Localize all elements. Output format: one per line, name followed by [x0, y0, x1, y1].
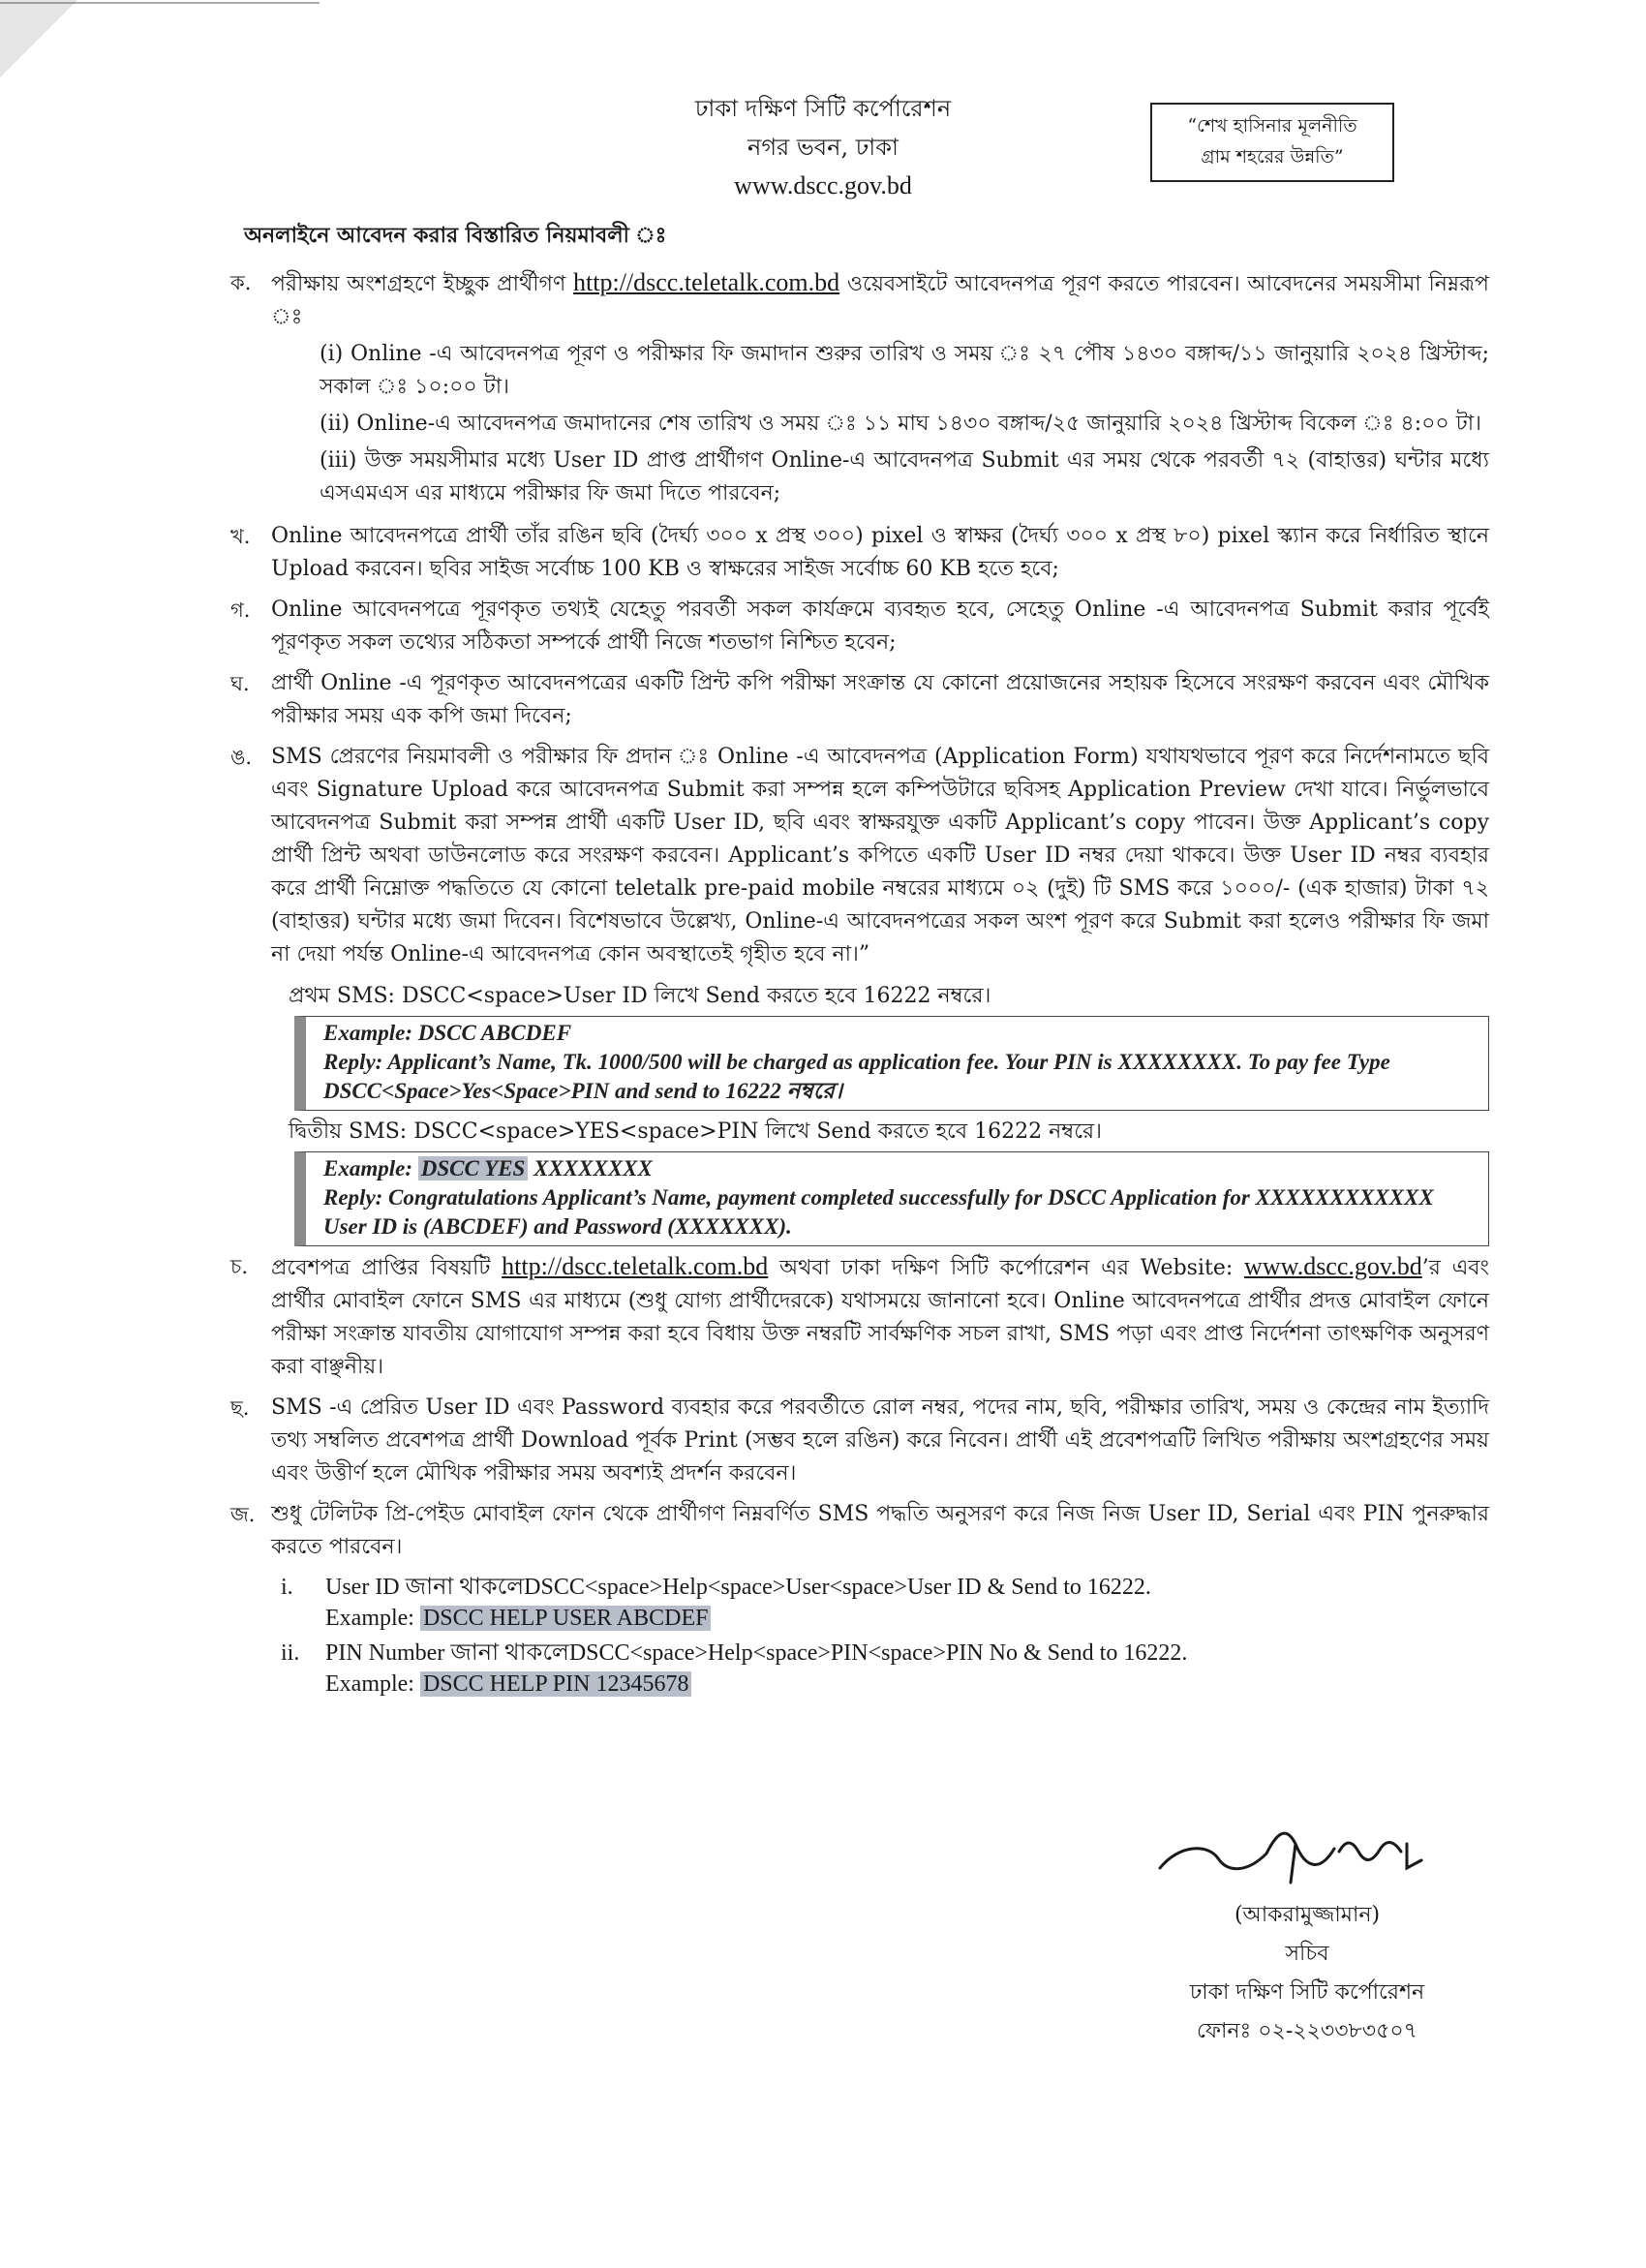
section-kha	[230, 520, 1489, 586]
letterhead	[0, 89, 1646, 205]
section-ja	[230, 1498, 1489, 1564]
recovery-example-label: Example:	[325, 1606, 414, 1631]
recovery-example-code: DSCC HELP USER ABCDEF	[420, 1606, 712, 1631]
first-sms-instruction: প্রথম SMS: DSCC<space>User ID লিখে Send করতে হবে 16222 নম্বরে।	[289, 984, 991, 1008]
example-2-reply: Reply: Congratulations Applicant’s Name, payment completed successfully for DSCC Application for XXXXXXXXXXXX User ID is (ABCDEF) and Password (XXXXXXX).	[323, 1185, 1434, 1239]
recovery-example-label: Example:	[325, 1671, 414, 1697]
teletalk-link[interactable]: http://dscc.teletalk.com.bd	[502, 1252, 769, 1280]
section-cha-pre: প্রবেশপত্র প্রাপ্তির বিষয়টি	[271, 1256, 491, 1280]
section-text: SMS -এ প্রেরিত User ID এবং Password ব্যবহার করে পরবর্তীতে রোল নম্বর, পদের নাম, ছবি, পরীক্ষার তারিখ, সময় ও কেন্দ্রের নাম ইত্যাদি তথ্য সম্বলিত প্রবেশপত্র প্রার্থী Download পূর্বক Print (সম্ভব হলে রঙিন) করে নিবেন। প্রার্থী এই প্রবেশপত্রটি লিখিত পরীক্ষায় অংশগ্রহণের সময় এবং উত্তীর্ণ হলে মৌখিক পরীক্ষার সময় অবশ্যই প্রদর্শন করবেন।	[271, 1395, 1489, 1486]
scan-edge-line	[0, 0, 320, 6]
section-text: SMS প্রেরণের নিয়মাবলী ও পরীক্ষার ফি প্রদান ঃ Online -এ আবেদনপত্র (Application Form) যথাযথভাবে পূরণ করে নির্দেশনামতে ছবি এবং Signature Upload করে আবেদনপত্র Submit করা সম্পন্ন হলে কম্পিউটারে ছবিসহ Application Preview দেখা যাবে। নির্ভুলভাবে আবেদনপত্র Submit করা সম্পন্ন প্রার্থী একটি User ID, ছবি এবং স্বাক্ষরযুক্ত একটি Applicant’s copy পাবেন। উক্ত Applicant’s copy প্রার্থী প্রিন্ট অথবা ডাউনলোড করে সংরক্ষণ করবেন। Applicant’s কপিতে একটি User ID নম্বর দেয়া থাকবে। উক্ত User ID নম্বর ব্যবহার করে প্রার্থী নিম্নোক্ত পদ্ধতিতে যে কোনো teletalk pre-paid mobile নম্বরের মাধ্যমে ০২ (দুই) টি SMS করে ১০০০/- (এক হাজার) টাকা ৭২ (বাহাত্তর) ঘন্টার মধ্যে জমা দিবেন। বিশেষভাবে উল্লেখ্য, Online-এ আবেদনপত্রের সকল অংশ পূরণ করে Submit করা হলেও পরীক্ষার ফি জমা না দেয়া পর্যন্ত Online-এ আবেদনপত্র কোন অবস্থাতেই গৃহীত হবে না।”	[271, 745, 1489, 966]
signatory-name: (আকরামুজ্জামান)	[1234, 1903, 1381, 1927]
schedule-item-iii: (iii) উক্ত সময়সীমার মধ্যে User ID প্রাপ্ত প্রার্থীগণ Online-এ আবেদনপত্র Submit এর সময় থেকে পরবর্তী ৭২ (বাহাত্তর) ঘন্টার মধ্যে এসএমএস এর মাধ্যমে পরীক্ষার ফি জমা দিতে পারবেন;	[320, 448, 1489, 506]
section-text: Online আবেদনপত্রে পূরণকৃত তথ্যই যেহেতু পরবর্তী সকল কার্যক্রমে ব্যবহৃত হবে, সেহেতু Online -এ আবেদনপত্র Submit করার পূর্বেই পূরণকৃত সকল তথ্যের সঠিকতা সম্পর্কে প্রার্থী নিজে শতভাগ নিশ্চিত হবেন;	[271, 598, 1489, 655]
section-marker: চ.	[230, 1255, 249, 1278]
section-marker: ছ.	[230, 1396, 250, 1420]
section-marker: গ.	[230, 598, 251, 622]
recovery-example	[325, 1669, 1187, 1700]
handwritten-signature	[1150, 1815, 1441, 1892]
schedule-item-i: (i) Online -এ আবেদনপত্র পূরণ ও পরীক্ষার ফি জমাদান শুরুর তারিখ ও সময় ঃ ২৭ পৌষ ১৪৩০ বঙ্গাব্দ/১১ জানুয়ারি ২০২৪ খ্রিস্টাব্দ; সকাল ঃ ১০:০০ টা।	[320, 342, 1489, 399]
section-cha	[230, 1250, 1489, 1384]
section-chha	[230, 1392, 1489, 1490]
recovery-instruction: PIN Number জানা থাকলেDSCC<space>Help<space>PIN<space>PIN No & Send to 16222.	[325, 1640, 1188, 1666]
example-2-prefix: Example:	[323, 1156, 412, 1180]
section-ka-pre: পরীক্ষায় অংশগ্রহণে ইচ্ছুক প্রার্থীগণ	[271, 272, 566, 296]
recovery-item-ii	[281, 1638, 1489, 1700]
schedule-item-ii: (ii) Online-এ আবেদনপত্র জমাদানের শেষ তারিখ ও সময় ঃ ১১ মাঘ ১৪৩০ বঙ্গাব্দ/২৫ জানুয়ারি ২০২৪ খ্রিস্টাব্দ বিকেল ঃ ৪:০০ টা।	[320, 412, 1481, 436]
signatory-title: সচিব	[1285, 1942, 1329, 1966]
section-cha-post: ’র এবং প্রার্থীর মোবাইল ফোনে SMS এর মাধ্যমে (শুধু যোগ্য প্রার্থীদেরকে) যথাসময়ে জানানো হবে। Online আবেদনপত্রে প্রার্থীর প্রদত্ত মোবাইল ফোনে পরীক্ষা সংক্রান্ত যাবতীয় যোগাযোগ সম্পন্ন করা হবে বিধায় উক্ত নম্বরটি সার্বক্ষণিক সচল রাখা, SMS পড়া এবং প্রাপ্ত নির্দেশনা তাৎক্ষণিক অনুসরণ করা বাঞ্ছনীয়।	[271, 1256, 1490, 1379]
recovery-body	[325, 1638, 1187, 1700]
section-gha	[230, 667, 1489, 733]
motto-box	[1150, 103, 1394, 182]
section-marker: ক.	[230, 271, 252, 294]
recovery-item-i	[281, 1572, 1489, 1634]
recovery-example	[325, 1603, 1151, 1634]
section-ga	[230, 594, 1489, 659]
second-sms-instruction: দ্বিতীয় SMS: DSCC<space>YES<space>PIN লিখে Send করতে হবে 16222 নম্বরে।	[289, 1119, 1103, 1144]
section-ka	[230, 266, 1489, 512]
example-2-highlight: DSCC YES	[418, 1156, 529, 1180]
example-2-line	[323, 1154, 1478, 1183]
example-box-1	[294, 1016, 1489, 1111]
section-text	[271, 1250, 1489, 1384]
dscc-website-link[interactable]: www.dscc.gov.bd	[1244, 1252, 1422, 1280]
section-marker: ঘ.	[230, 672, 250, 695]
motto-line-1: “শেখ হাসিনার মূলনীতি	[1187, 115, 1357, 137]
section-text: Online আবেদনপত্রে প্রার্থী তাঁর রঙিন ছবি (দৈর্ঘ্য ৩০০ x প্রস্থ ৩০০) pixel ও স্বাক্ষর (দৈর্ঘ্য ৩০০ x প্রস্থ ৮০) pixel স্ক্যান করে নির্ধারিত স্থানে Upload করবেন। ছবির সাইজ সর্বোচ্চ 100 KB ও স্বাক্ষরের সাইজ সর্বোচ্চ 60 KB হতে হবে;	[271, 524, 1489, 581]
example-1-label: Example: DSCC ABCDEF	[323, 1021, 572, 1045]
example-1-reply: Reply: Applicant’s Name, Tk. 1000/500 will be charged as application fee. Your PIN is XXXXXXXX. To pay fee Type DSCC<Space>Yes<Space>PIN and send to 16222 নম্বরে।	[323, 1050, 1390, 1103]
org-website[interactable]: www.dscc.gov.bd	[734, 171, 912, 199]
recovery-body	[325, 1572, 1151, 1634]
instructions-heading: অনলাইনে আবেদন করার বিস্তারিত নিয়মাবলী ঃ	[244, 223, 667, 248]
example-box-2	[294, 1151, 1489, 1246]
motto-line-2: গ্রাম শহরের উন্নতি”	[1201, 146, 1344, 168]
signatory-block	[1152, 1896, 1462, 2051]
section-text: প্রার্থী Online -এ পূরণকৃত আবেদনপত্রের একটি প্রিন্ট কপি পরীক্ষা সংক্রান্ত যে কোনো প্রয়োজনের সহায়ক হিসেবে সংরক্ষণ করবেন এবং মৌখিক পরীক্ষার সময় এক কপি জমা দিবেন;	[271, 671, 1489, 728]
page-corner-fold	[0, 0, 77, 77]
section-marker: ঙ.	[230, 746, 253, 769]
recovery-marker: i.	[281, 1575, 293, 1600]
org-name: ঢাকা দক্ষিণ সিটি কর্পোরেশন	[694, 95, 952, 122]
section-cha-mid: অথবা ঢাকা দক্ষিণ সিটি কর্পোরেশন এর Website:	[779, 1256, 1234, 1280]
section-marker: জ.	[230, 1503, 256, 1526]
section-ka-post: ওয়েবসাইটে আবেদনপত্র পূরণ করতে পারবেন। আবেদনের সময়সীমা নিম্নরূপ ঃ	[271, 272, 1489, 329]
section-text: শুধু টেলিটক প্রি-পেইড মোবাইল ফোন থেকে প্রার্থীগণ নিম্নবর্ণিত SMS পদ্ধতি অনুসরণ করে নিজ নিজ User ID, Serial এবং PIN পুনরুদ্ধার করতে পারবেন।	[271, 1502, 1489, 1559]
section-uma	[230, 741, 1489, 971]
teletalk-link[interactable]: http://dscc.teletalk.com.bd	[573, 268, 840, 296]
signatory-org: ঢাকা দক্ষিণ সিটি কর্পোরেশন	[1189, 1980, 1425, 2005]
section-marker: খ.	[230, 525, 251, 548]
signatory-phone: ফোনঃ ০২-২২৩৩৮৩৫০৭	[1197, 2019, 1417, 2043]
recovery-marker: ii.	[281, 1640, 300, 1666]
section-text	[271, 266, 1489, 512]
instructions-body	[230, 219, 1489, 1700]
example-2-rest: XXXXXXXX	[533, 1156, 653, 1180]
recovery-instruction: User ID জানা থাকলেDSCC<space>Help<space>User<space>User ID & Send to 16222.	[325, 1575, 1151, 1600]
recovery-example-code: DSCC HELP PIN 12345678	[420, 1671, 691, 1697]
org-address: নগর ভবন, ঢাকা	[747, 134, 899, 161]
